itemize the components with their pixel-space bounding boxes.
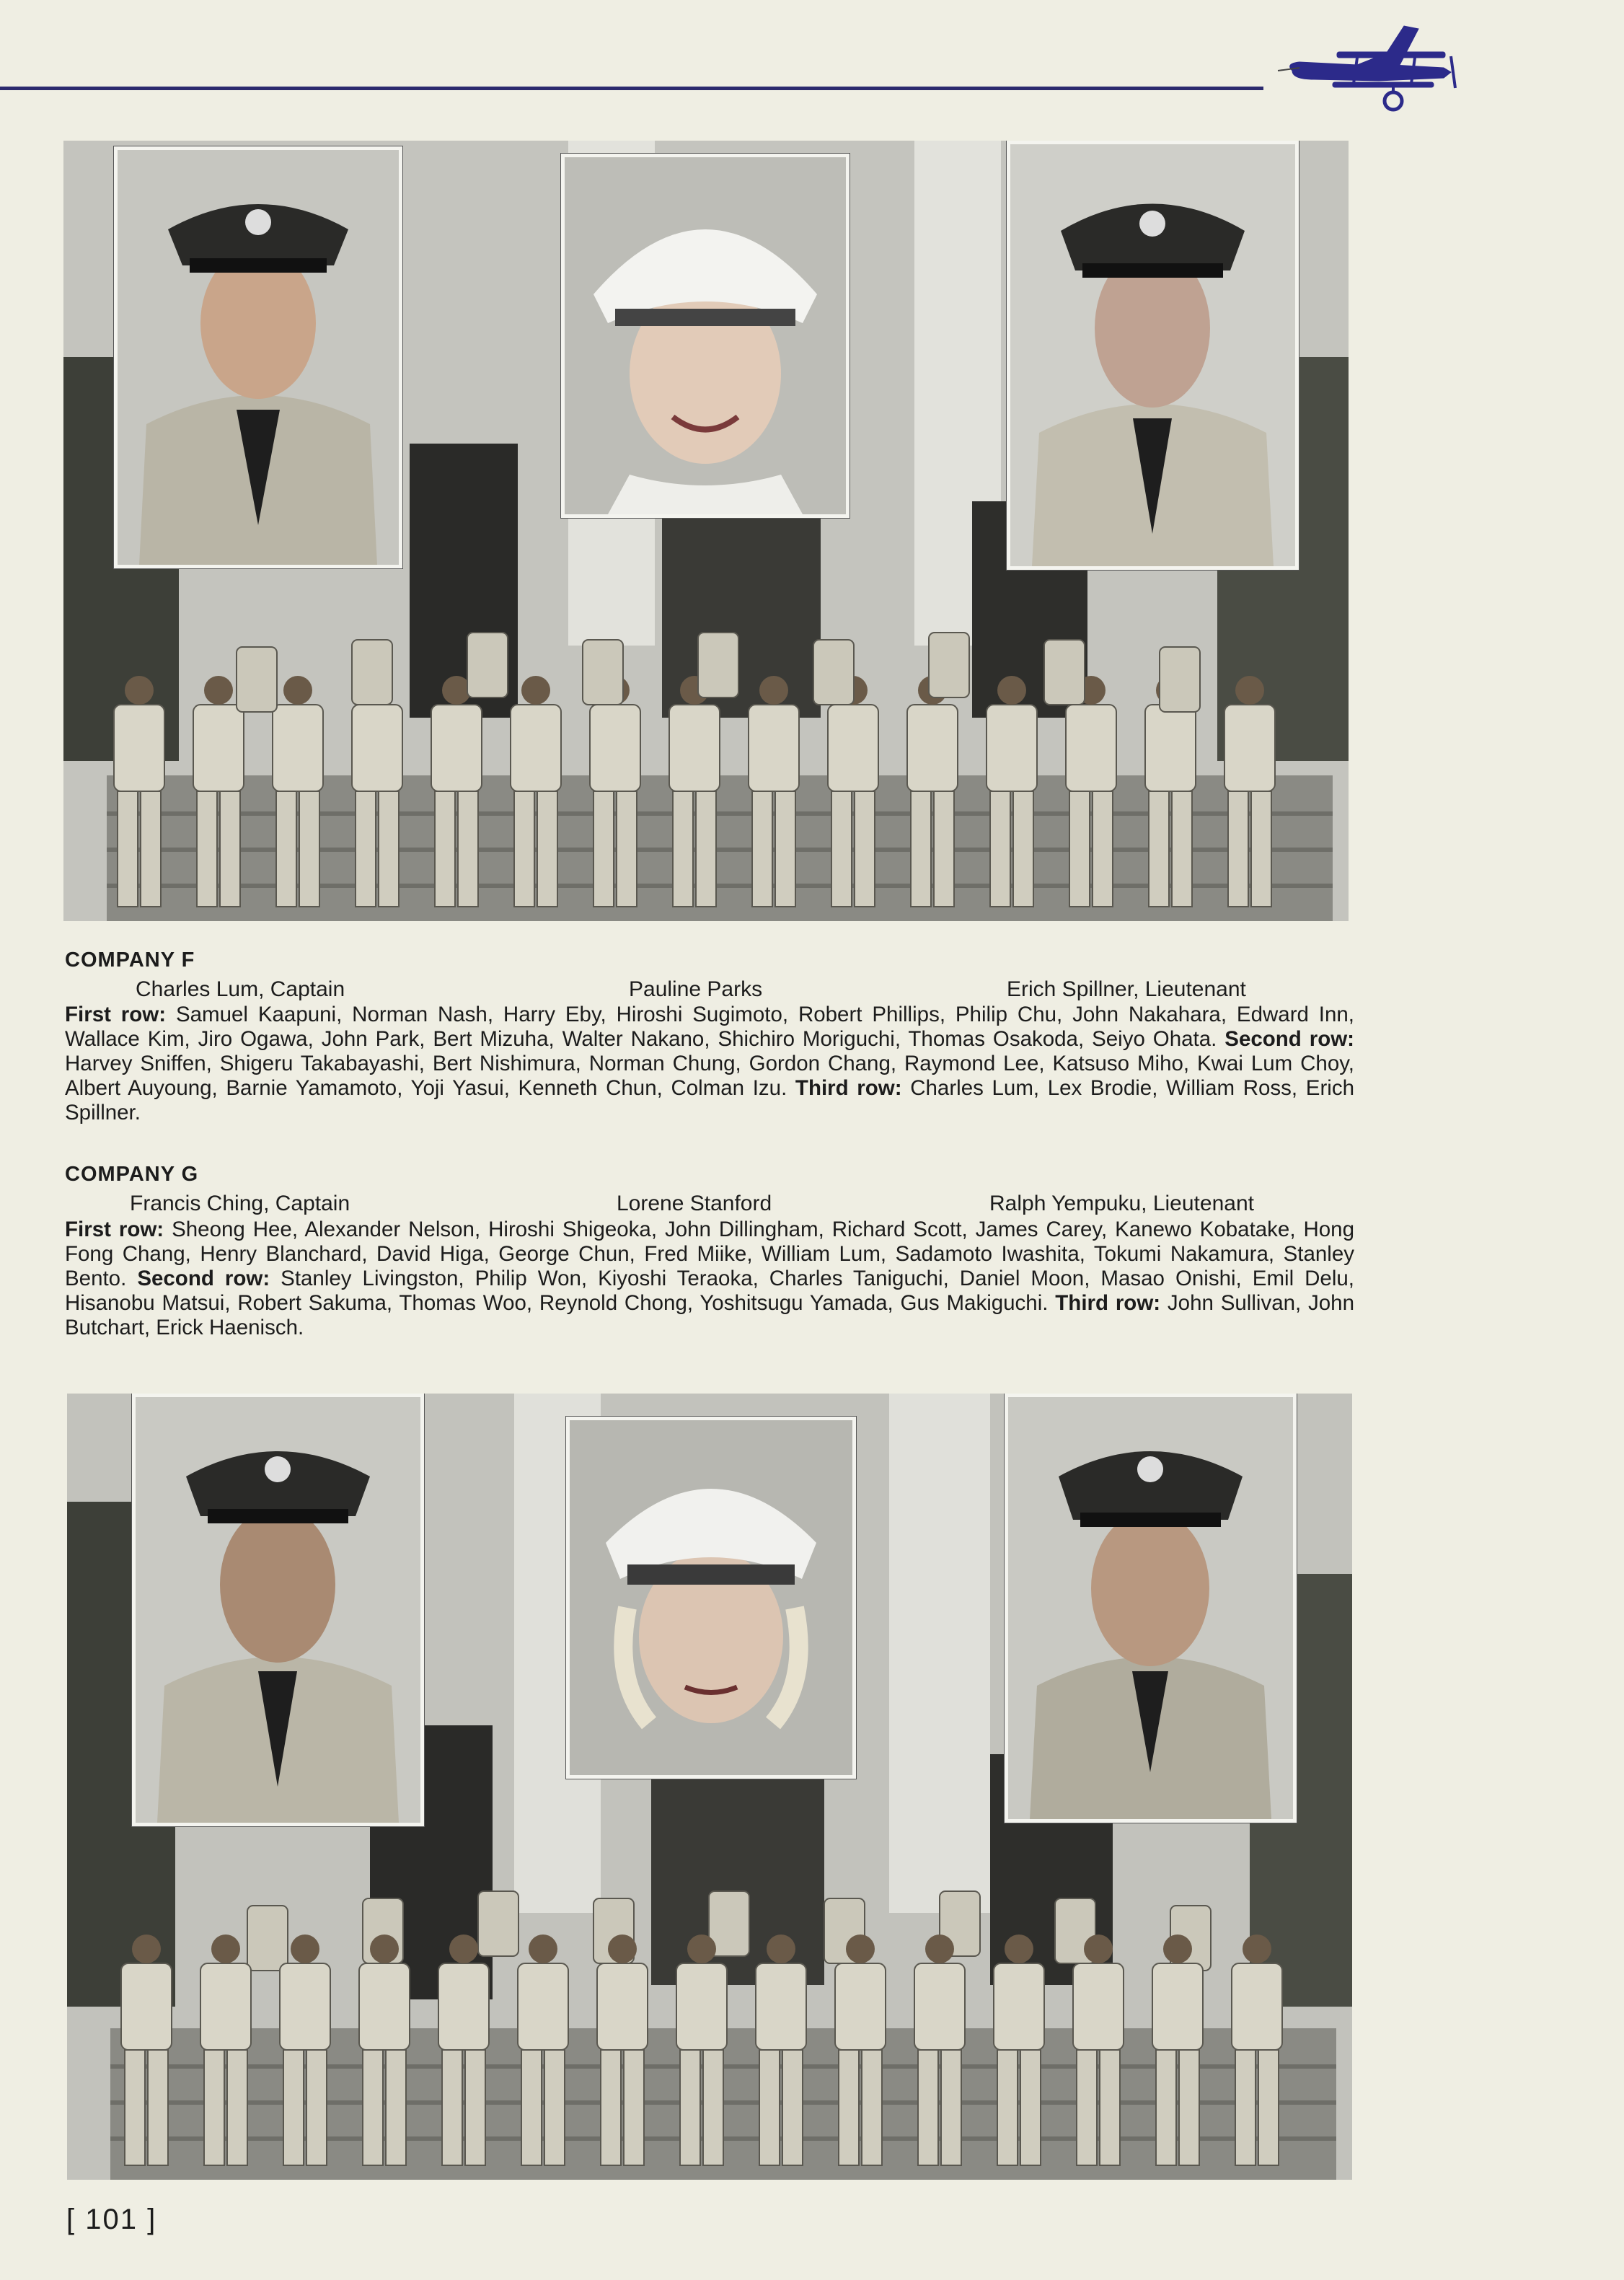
company-f-captain: Charles Lum, Captain — [136, 977, 345, 1001]
company-g-lieutenant: Ralph Yempuku, Lieutenant — [989, 1192, 1254, 1215]
company-f-first-row-label: First row: — [65, 1003, 167, 1026]
portrait-lieutenant-company-g — [1005, 1394, 1297, 1823]
company-f-third-row-names: Charles Lum, Lex Brodie, William Ross, Erich Spillner. — [65, 1076, 1354, 1124]
company-g-second-row-label: Second row: — [137, 1267, 270, 1290]
company-g-third-row-names: John Sullivan, John Butchart, Erick Haenisch. — [65, 1291, 1354, 1339]
company-g-first-row-names: Sheong Hee, Alexander Nelson, Hiroshi Shigeoka, John Dillingham, Richard Scott, James Carey, Kanewo Kobatake, Hong Fong Chang, Henry Blanchard, David Higa, George Chun, Fred Miike, William Lum, Sadamoto Iwashita, Tokumi Nakamura, Stanley Bento. — [65, 1218, 1354, 1290]
portrait-sponsor-company-f — [561, 154, 849, 518]
company-f-officers — [65, 977, 1356, 1003]
biplane-icon — [1271, 20, 1487, 128]
header-rule — [0, 87, 1263, 90]
portrait-lieutenant-company-f — [1007, 141, 1299, 570]
company-g-roster — [65, 1218, 1354, 1340]
company-f-second-row-label: Second row: — [1224, 1027, 1355, 1051]
company-g-title: COMPANY G — [65, 1163, 199, 1186]
page-number: [ 101 ] — [66, 2204, 157, 2235]
company-g-first-row-label: First row: — [65, 1218, 164, 1241]
portrait-captain-company-f — [114, 146, 402, 568]
company-f-first-row-names: Samuel Kaapuni, Norman Nash, Harry Eby, Hiroshi Sugimoto, Robert Phillips, Philip Chu, John Nakahara, Edward Inn, Wallace Kim, Jiro Ogawa, John Park, Bert Mizuha, Walter Nakano, Shichiro Moriguchi, Thomas Osakoda, Seiyo Ohata. — [65, 1003, 1354, 1051]
company-g-second-row-names: Stanley Livingston, Philip Won, Kiyoshi Teraoka, Charles Taniguchi, Daniel Moon, Masao Onishi, Emil Delu, Hisanobu Matsui, Robert Sakuma, Thomas Woo, Reynold Chong, Yoshitsugu Yamada, Gus Makiguchi. — [65, 1267, 1354, 1315]
company-f-photo — [63, 141, 1349, 921]
company-f-title: COMPANY F — [65, 948, 195, 972]
company-f-lieutenant: Erich Spillner, Lieutenant — [1007, 977, 1246, 1001]
company-f-second-row-names: Harvey Sniffen, Shigeru Takabayashi, Bert Nishimura, Norman Chung, Gordon Chang, Raymond Lee, Katsuso Miho, Kwai Lum Choy, Albert Auyoung, Barnie Yamamoto, Yoji Yasui, Kenneth Chun, Colman Izu. — [65, 1052, 1354, 1100]
company-g-sponsor: Lorene Stanford — [617, 1192, 772, 1215]
company-g-officers — [65, 1192, 1356, 1218]
company-f-third-row-label: Third row: — [795, 1076, 902, 1100]
company-g-captain: Francis Ching, Captain — [130, 1192, 350, 1215]
portrait-captain-company-g — [132, 1394, 424, 1826]
company-f-roster — [65, 1003, 1354, 1125]
company-g-third-row-label: Third row: — [1055, 1291, 1161, 1315]
company-f-sponsor: Pauline Parks — [629, 977, 763, 1001]
portrait-sponsor-company-g — [566, 1417, 856, 1779]
company-g-photo — [67, 1394, 1352, 2180]
